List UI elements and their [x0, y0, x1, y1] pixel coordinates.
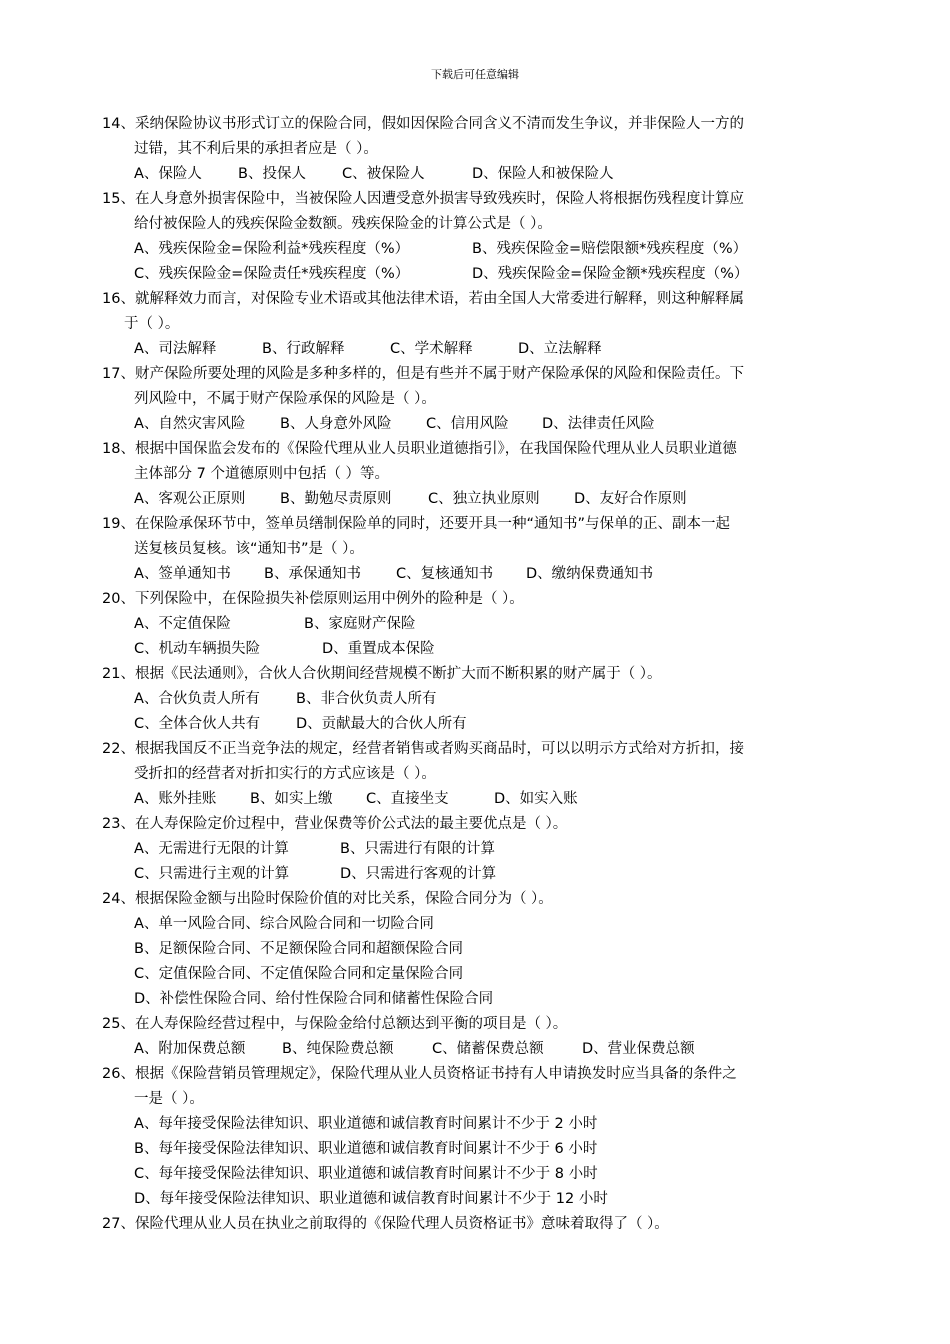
- answer-option: D、残疾保险金=保险金额*残疾程度（%）: [472, 266, 749, 282]
- question-line: 18、根据中国保监会发布的《保险代理从业人员职业道德指引》，在我国保险代理从业人员职业道德: [102, 441, 737, 457]
- answer-option: D、重置成本保险: [322, 641, 435, 657]
- continuation-line: D、每年接受保险法律知识、职业道德和诚信教育时间累计不少于 12 小时: [134, 1191, 608, 1207]
- answer-option: D、法律责任风险: [542, 416, 655, 432]
- continuation-line: C、定值保险合同、不定值保险合同和定量保险合同: [134, 966, 464, 982]
- continuation-line: B、每年接受保险法律知识、职业道德和诚信教育时间累计不少于 6 小时: [134, 1141, 598, 1157]
- continuation-line: 过错，其不利后果的承担者应是（ ）。: [134, 141, 378, 157]
- answer-option: A、不定值保险: [134, 616, 231, 632]
- options-row: [102, 162, 854, 187]
- question-line: 17、财产保险所要处理的风险是多种多样的，但是有些并不属于财产保险承保的风险和保险责任。下: [102, 366, 744, 382]
- options-row: [102, 612, 854, 637]
- continuation-line: 列风险中，不属于财产保险承保的风险是（ ）。: [134, 391, 436, 407]
- answer-option: C、复核通知书: [396, 566, 494, 582]
- answer-option: C、信用风险: [426, 416, 509, 432]
- question-line: 20、下列保险中，在保险损失补偿原则运用中例外的险种是（ ）。: [102, 591, 524, 607]
- answer-option: A、无需进行无限的计算: [134, 841, 289, 857]
- answer-option: B、只需进行有限的计算: [340, 841, 495, 857]
- continuation-line: 于（ ）。: [124, 316, 180, 332]
- answer-option: C、储蓄保费总额: [432, 1041, 544, 1057]
- question-line: 16、就解释效力而言，对保险专业术语或其他法律术语，若由全国人大常委进行解释，则这种解释属: [102, 291, 744, 307]
- answer-option: A、自然灾害风险: [134, 416, 246, 432]
- answer-option: A、司法解释: [134, 341, 217, 357]
- answer-option: B、非合伙负责人所有: [296, 691, 437, 707]
- answer-option: C、只需进行主观的计算: [134, 866, 290, 882]
- answer-option: C、残疾保险金=保险责任*残疾程度（%）: [134, 266, 410, 282]
- question-line: 22、根据我国反不正当竞争法的规定，经营者销售或者购买商品时，可以以明示方式给对方折扣，接: [102, 741, 744, 757]
- answer-option: D、如实入账: [494, 791, 578, 807]
- question-line: 14、采纳保险协议书形式订立的保险合同，假如因保险合同含义不清而发生争议，并非保险人一方的: [102, 116, 744, 132]
- answer-option: D、保险人和被保险人: [472, 166, 614, 182]
- question-line: 27、保险代理从业人员在执业之前取得的《保险代理人员资格证书》意味着取得了（ ）。: [102, 1216, 669, 1232]
- question-line: 23、在人寿保险定价过程中，营业保费等价公式法的最主要优点是（ ）。: [102, 816, 568, 832]
- options-row: [102, 862, 854, 887]
- question-line: 24、根据保险金额与出险时保险价值的对比关系，保险合同分为（ ）。: [102, 891, 553, 907]
- answer-option: C、全体合伙人共有: [134, 716, 261, 732]
- options-row: [102, 262, 854, 287]
- answer-option: A、签单通知书: [134, 566, 231, 582]
- options-row: [102, 637, 854, 662]
- options-row: [102, 237, 854, 262]
- page-header: 下载后可任意编辑: [431, 68, 519, 81]
- answer-option: B、残疾保险金=赔偿限额*残疾程度（%）: [472, 241, 748, 257]
- answer-option: B、人身意外风险: [280, 416, 392, 432]
- continuation-line: A、每年接受保险法律知识、职业道德和诚信教育时间累计不少于 2 小时: [134, 1116, 598, 1132]
- answer-option: B、投保人: [238, 166, 306, 182]
- answer-option: C、独立执业原则: [428, 491, 540, 507]
- question-line: 15、在人身意外损害保险中，当被保险人因遭受意外损害导致残疾时，保险人将根据伤残程度计算应: [102, 191, 744, 207]
- answer-option: C、机动车辆损失险: [134, 641, 261, 657]
- answer-option: A、合伙负责人所有: [134, 691, 260, 707]
- answer-option: B、家庭财产保险: [304, 616, 416, 632]
- options-row: [102, 712, 854, 737]
- options-row: [102, 837, 854, 862]
- document-body: [102, 112, 854, 1237]
- answer-option: A、账外挂账: [134, 791, 217, 807]
- answer-option: B、承保通知书: [264, 566, 361, 582]
- answer-option: A、客观公正原则: [134, 491, 246, 507]
- options-row: [102, 787, 854, 812]
- options-row: [102, 1037, 854, 1062]
- answer-option: D、立法解释: [518, 341, 602, 357]
- answer-option: D、缴纳保费通知书: [526, 566, 654, 582]
- answer-option: D、贡献最大的合伙人所有: [296, 716, 467, 732]
- answer-option: B、纯保险费总额: [282, 1041, 394, 1057]
- options-row: [102, 412, 854, 437]
- answer-option: A、附加保费总额: [134, 1041, 246, 1057]
- continuation-line: 受折扣的经营者对折扣实行的方式应该是（ ）。: [134, 766, 436, 782]
- answer-option: C、被保险人: [342, 166, 425, 182]
- answer-option: C、学术解释: [390, 341, 473, 357]
- continuation-line: 一是（ ）。: [134, 1091, 204, 1107]
- options-row: [102, 687, 854, 712]
- question-line: 25、在人寿保险经营过程中，与保险金给付总额达到平衡的项目是（ ）。: [102, 1016, 568, 1032]
- continuation-line: C、每年接受保险法律知识、职业道德和诚信教育时间累计不少于 8 小时: [134, 1166, 598, 1182]
- continuation-line: B、足额保险合同、不足额保险合同和超额保险合同: [134, 941, 463, 957]
- options-row: [102, 562, 854, 587]
- answer-option: C、直接坐支: [366, 791, 449, 807]
- answer-option: D、友好合作原则: [574, 491, 687, 507]
- answer-option: B、勤勉尽责原则: [280, 491, 392, 507]
- answer-option: B、如实上缴: [250, 791, 333, 807]
- answer-option: B、行政解释: [262, 341, 345, 357]
- answer-option: D、营业保费总额: [582, 1041, 695, 1057]
- options-row: [102, 487, 854, 512]
- answer-option: A、保险人: [134, 166, 202, 182]
- question-line: 19、在保险承保环节中，签单员缮制保险单的同时，还要开具一种“通知书”与保单的正、副本一起: [102, 516, 730, 532]
- continuation-line: 主体部分 7 个道德原则中包括（ ）等。: [134, 466, 390, 482]
- answer-option: A、残疾保险金=保险利益*残疾程度（%）: [134, 241, 410, 257]
- options-row: [102, 337, 854, 362]
- continuation-line: A、单一风险合同、综合风险合同和一切险合同: [134, 916, 434, 932]
- continuation-line: D、补偿性保险合同、给付性保险合同和储蓄性保险合同: [134, 991, 494, 1007]
- continuation-line: 送复核员复核。该“通知书”是（ ）。: [134, 541, 364, 557]
- question-line: 21、根据《民法通则》，合伙人合伙期间经营规模不断扩大而不断积累的财产属于（ ）。: [102, 666, 662, 682]
- continuation-line: 给付被保险人的残疾保险金数额。残疾保险金的计算公式是（ ）。: [134, 216, 552, 232]
- question-line: 26、根据《保险营销员管理规定》，保险代理从业人员资格证书持有人申请换发时应当具备的条件之: [102, 1066, 737, 1082]
- answer-option: D、只需进行客观的计算: [340, 866, 497, 882]
